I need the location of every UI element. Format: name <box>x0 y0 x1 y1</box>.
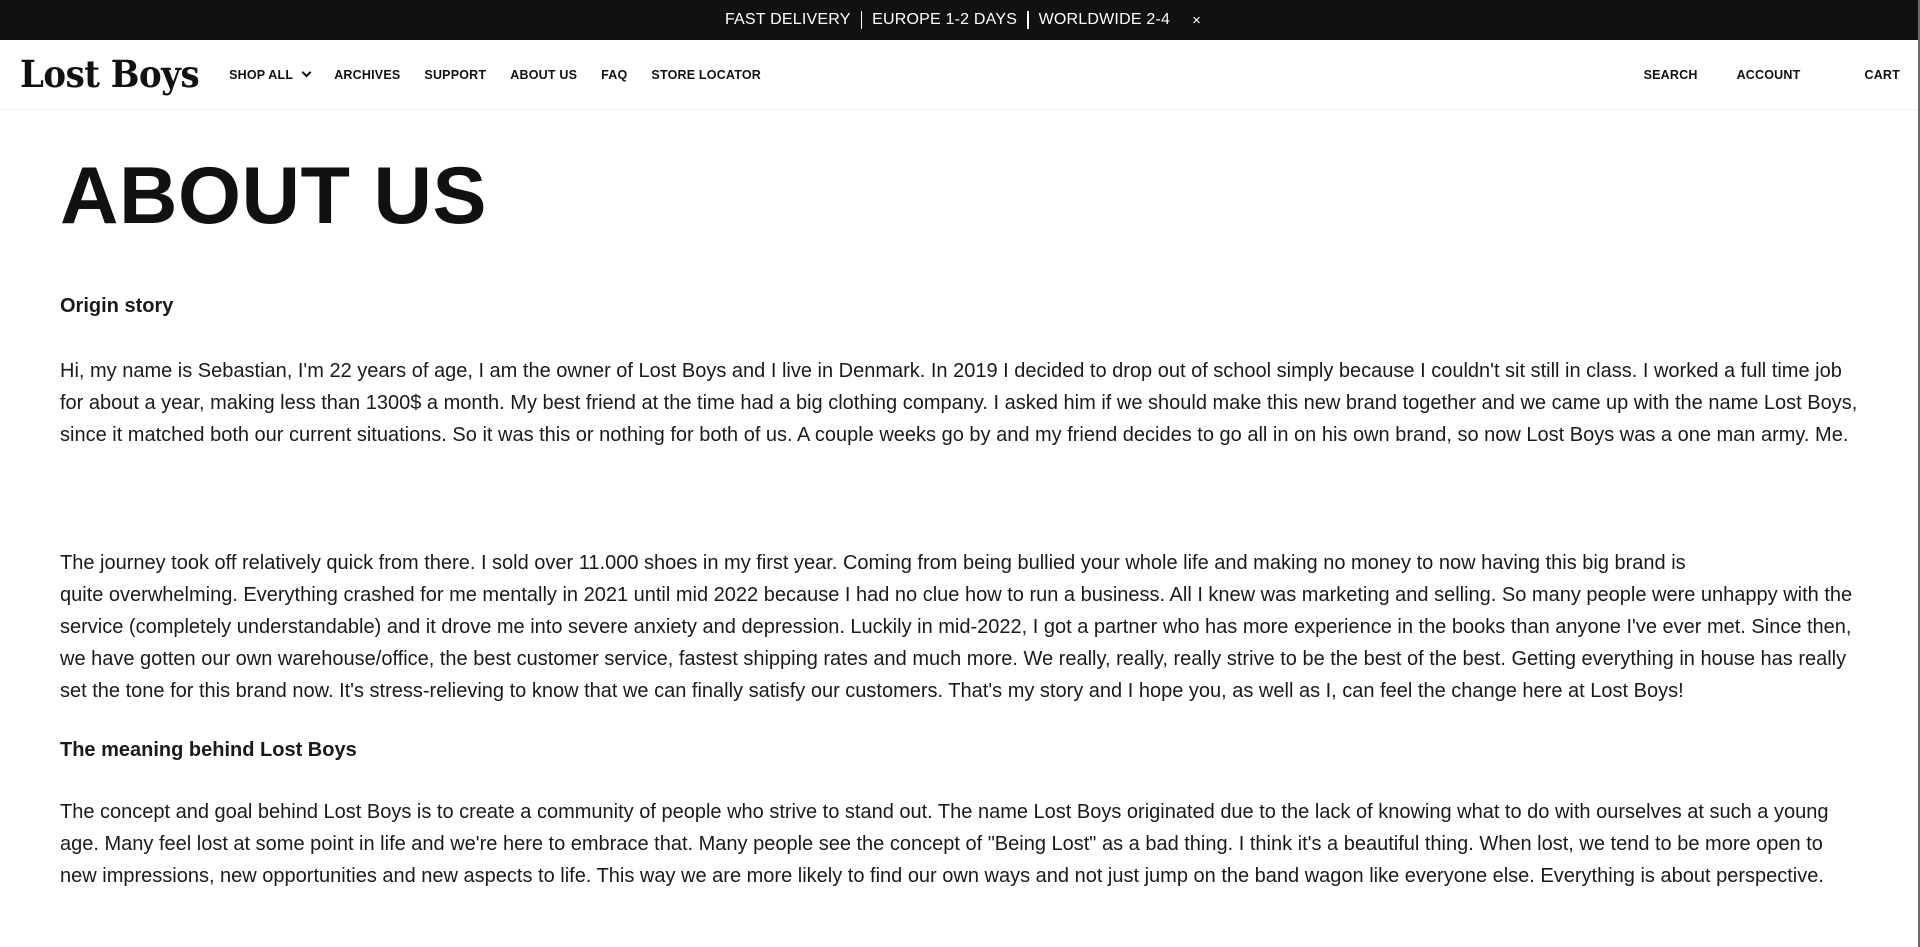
logo[interactable]: Lost Boys <box>20 52 200 97</box>
origin-story-heading: Origin story <box>60 295 174 317</box>
nav-shop-all[interactable] <box>229 68 310 82</box>
nav-archives[interactable]: ARCHIVES <box>334 67 401 82</box>
announcement-europe: EUROPE 1-2 DAYS <box>872 11 1018 28</box>
close-icon[interactable]: × <box>1192 11 1202 29</box>
meaning-paragraph: The concept and goal behind Lost Boys is to create a community of people who strive to stand out. The name Lost Boys originated due to the lack of knowing what to do with ourselves at such a young age. Many feel lost at some point in life and we're here to embrace that. Many people see the concept of "Being Lost" as a bad thing. I think it's a beautiful thing. When lost, we tend to be more open to new impressions, new opportunities and new aspects to life. This way we are more likely to find our own ways and not just jump on the band wagon like everyone else. Everything is about perspective. <box>60 801 1829 887</box>
journey-paragraph <box>60 547 1860 707</box>
page-title: ABOUT US <box>60 151 487 241</box>
nav-about-us[interactable]: ABOUT US <box>510 67 578 82</box>
journey-paragraph-line1: The journey took off relatively quick from there. I sold over 11.000 shoes in my first year. Coming from being bullied your whole life and making no money to now having this big brand is <box>60 552 1686 574</box>
main-nav <box>229 68 785 82</box>
cart-link[interactable]: CART <box>1864 67 1900 82</box>
announcement-divider <box>1027 11 1029 29</box>
nav-faq[interactable]: FAQ <box>601 67 628 82</box>
announcement-divider <box>861 11 863 29</box>
site-header <box>0 40 1918 110</box>
origin-paragraph: Hi, my name is Sebastian, I'm 22 years of age, I am the owner of Lost Boys and I live in Denmark. In 2019 I decided to drop out of school simply because I couldn't sit still in class. I worked a full time job for about a year, making less than 1300$ a month. My best friend at the time had a big clothing company. I asked him if we should make this new brand together and we came up with the name Lost Boys, since it matched both our current situations. So it was this or nothing for both of us. A couple weeks go by and my friend decides to go all in on his own brand, so now Lost Boys was a one man army. Me. <box>60 360 1858 446</box>
nav-store-locator[interactable]: STORE LOCATOR <box>651 67 761 82</box>
meaning-heading: The meaning behind Lost Boys <box>60 739 357 761</box>
chevron-down-icon <box>302 68 312 78</box>
announcement-bar <box>0 0 1918 40</box>
announcement-fast-delivery: FAST DELIVERY <box>724 11 851 28</box>
header-actions <box>1644 68 1900 82</box>
nav-shop-all-label: SHOP ALL <box>229 67 294 82</box>
announcement-worldwide: WORLDWIDE 2-4 <box>1038 11 1171 28</box>
page-content <box>60 110 1860 892</box>
account-link[interactable]: ACCOUNT <box>1736 67 1801 82</box>
journey-paragraph-rest: quite overwhelming. Everything crashed for me mentally in 2021 until mid 2022 because I had no clue how to run a business. All I knew was marketing and selling. So many people were unhappy with the service (completely understandable) and it drove me into severe anxiety and depression. Luckily in mid-2022, I got a partner who has more experience in the books than anyone I've ever met. Since then, we have gotten our own warehouse/office, the best customer service, fastest shipping rates and much more. We really, really, really strive to be the best of the best. Getting everything in house has really set the tone for this brand now. It's stress-relieving to know that we can finally satisfy our customers. That's my story and I hope you, as well as I, can feel the change here at Lost Boys! <box>60 584 1853 702</box>
nav-support[interactable]: SUPPORT <box>424 67 487 82</box>
search-link[interactable]: SEARCH <box>1643 67 1698 82</box>
